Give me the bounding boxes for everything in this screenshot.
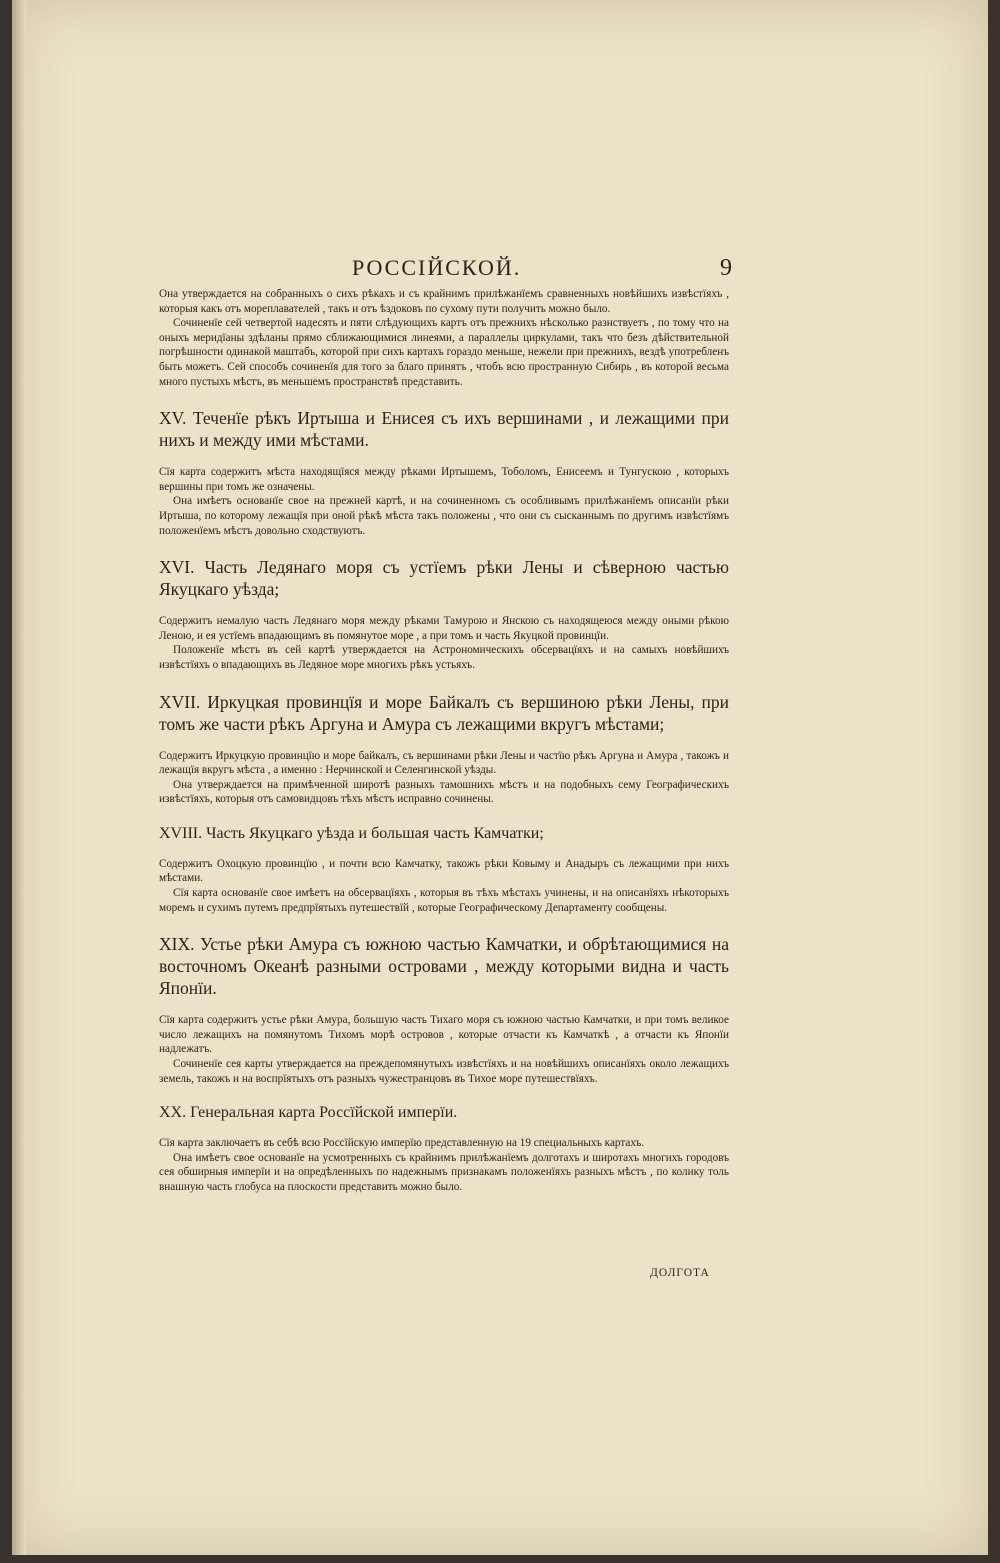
section-heading: XX. Генеральная карта Россїйской имперїи. xyxy=(159,1104,458,1122)
section-paragraph: Сїя карта основанїе свое имѣетъ на обсервацїяхъ , которыя въ тѣхъ мѣстахъ учинены, и на описанїяхъ нѣкоторыхъ моремъ и сухимъ путемъ предпрїятыхъ путешествїй , которые Географическому Департаменту сообщены. xyxy=(159,887,729,914)
section-heading: XIX. Устье рѣки Амура съ южною частью Камчатки, и обрѣтающимися на восточномъ Океанѣ разными островами , между которыми видна и часть Японїи. xyxy=(159,934,729,999)
section-paragraph: Положенїе мѣстъ въ сей картѣ утверждается на Астрономическихъ обсервацїяхъ и на самыхъ новѣйшихъ извѣстїяхъ о впадающихъ въ Ледяное море многихъ рѣкъ устьяхъ. xyxy=(159,644,729,671)
section-paragraph: Она имѣетъ основанїе свое на прежней картѣ, и на сочиненномъ съ особливымъ прилѣжанїемъ описанїи рѣки Иртыша, по которому лежащїя при оной рѣкѣ мѣста такъ положены , что они съ сысканнымъ по другимъ извѣстїямъ положенїемъ мѣстъ довольно сходствуютъ. xyxy=(159,495,729,537)
section-paragraph: Содержитъ Иркуцкую провинцїю и море байкалъ, съ вершинами рѣки Лены и частїю рѣкъ Аргуна и Амура , такожъ и лежащїя вкругъ мѣста , а именно : Нерчинской и Селенгинской уѣзды. xyxy=(159,749,729,777)
section-xix xyxy=(159,933,729,1086)
page-spine-shadow xyxy=(12,0,26,1555)
section-paragraph: Сїя карта заключаетъ въ себѣ всю Россїйскую имперїю представленную на 19 специальныхъ картахъ. xyxy=(159,1137,645,1150)
section-xviii xyxy=(159,823,729,915)
document-page xyxy=(12,0,988,1555)
section-xvii xyxy=(159,691,729,807)
intro-paragraph: Сочиненїе сей четвертой надесять и пяти слѣдующихъ картъ отъ прежнихъ нѣсколько разнствуетъ , по тому что на оныхъ меридїаны здѣланы прямо сближающимися линеями, а параллелы циркулами, такъ что безъ дѣйствительной погрѣшности одинакой маштабъ, которой при сихъ картахъ гораздо меньше, нежели при прежнихъ, вездѣ употребленъ быть можетъ. Сей способъ сочиненїя для того за благо принятъ , чтобъ всю пространную Сибирь , въ которой весьма много пустыхъ мѣстъ, въ меньшемъ пространствѣ представить. xyxy=(159,317,729,388)
section-paragraph: Она имѣетъ свое основанїе на усмотренныхъ съ крайнимъ прилѣжанїемъ долготахъ и широтахъ многихъ городовъ сея обширныя имперїи и на опредѣленныхъ по надежнымъ признакамъ положенїяхъ разныхъ мѣстъ , по колику толь внашную часть глобуса на плоскости представить можно было. xyxy=(159,1151,729,1193)
page-number: 9 xyxy=(720,255,732,281)
section-paragraph: Она утверждается на примѣченной широтѣ разныхъ тамошнихъ мѣстъ и на подобныхъ сему Географическихъ извѣстїяхъ, которыя отъ самовидцовъ тѣхъ мѣстъ исправно сочинены. xyxy=(159,778,729,806)
catchword: ДОЛГОТА xyxy=(650,1267,710,1279)
section-paragraph: Сїя карта содержитъ устье рѣки Амура, большую часть Тихаго моря съ южною частью Камчатки, и при томъ великое число лежащихъ на помянутомъ Тихомъ морѣ островов , которые отчасти къ Камчаткѣ , а отчасти къ Японїи надлежатъ. xyxy=(159,1014,729,1056)
section-paragraph: Сочиненїе сея карты утверждается на преждепомянутыхъ извѣстїяхъ и на новѣйшихъ описанїяхъ около лежащихъ земель, такожъ и на воспрїятыхъ отъ разныхъ чужестранцовъ въ Тихое море путешествїяхъ. xyxy=(159,1058,729,1085)
section-heading: XVII. Иркуцкая провинцїя и море Байкалъ съ вершиною рѣки Лены, при томъ же части рѣкъ Аргуна и Амура съ лежащими вкругъ мѣстами; xyxy=(159,691,729,734)
section-paragraph: Содержитъ немалую часть Ледянаго моря между рѣками Тамурою и Янскою съ находящеюся между оными рѣкою Леною, и ея устїемъ впадающимъ въ помянутое море , а при томъ и часть Якуцкой провинцїи. xyxy=(159,615,729,642)
section-paragraph: Содержитъ Охоцкую провинцїю , и почти всю Камчатку, такожъ рѣки Ковыму и Анадыръ съ лежащими при нихъ мѣстами. xyxy=(159,857,729,885)
intro-paragraph: Она утверждается на собранныхъ о сихъ рѣкахъ и съ крайнимъ прилѣжанїемъ сравненныхъ новѣйшихъ извѣстїяхъ , которыя какъ отъ мореплавателей , такъ и отъ ѣздоковъ по сухому пути получить можно было. xyxy=(159,288,729,315)
page-body xyxy=(159,287,729,1195)
section-xv xyxy=(159,407,729,538)
section-heading: XVIII. Часть Якуцкаго уѣзда и большая часть Камчатки; xyxy=(159,824,544,842)
section-heading: XVI. Часть Ледянаго моря съ устїемъ рѣки Лены и сѣверною частью Якуцкаго уѣзда; xyxy=(159,557,729,600)
section-xx xyxy=(159,1102,729,1194)
section-paragraph: Сїя карта содержитъ мѣста находящїяся между рѣками Иртышемъ, Тоболомъ, Енисеемъ и Тунгускою , которыхъ вершины при томъ же означены. xyxy=(159,466,729,493)
section-heading: XV. Теченїе рѣкъ Иртыша и Енисея съ ихъ вершинами , и лежащими при нихъ и между ими мѣстами. xyxy=(159,408,729,451)
running-header xyxy=(172,255,732,285)
running-title: РОССІЙСКОЙ. xyxy=(352,255,522,280)
section-xvi xyxy=(159,556,729,672)
